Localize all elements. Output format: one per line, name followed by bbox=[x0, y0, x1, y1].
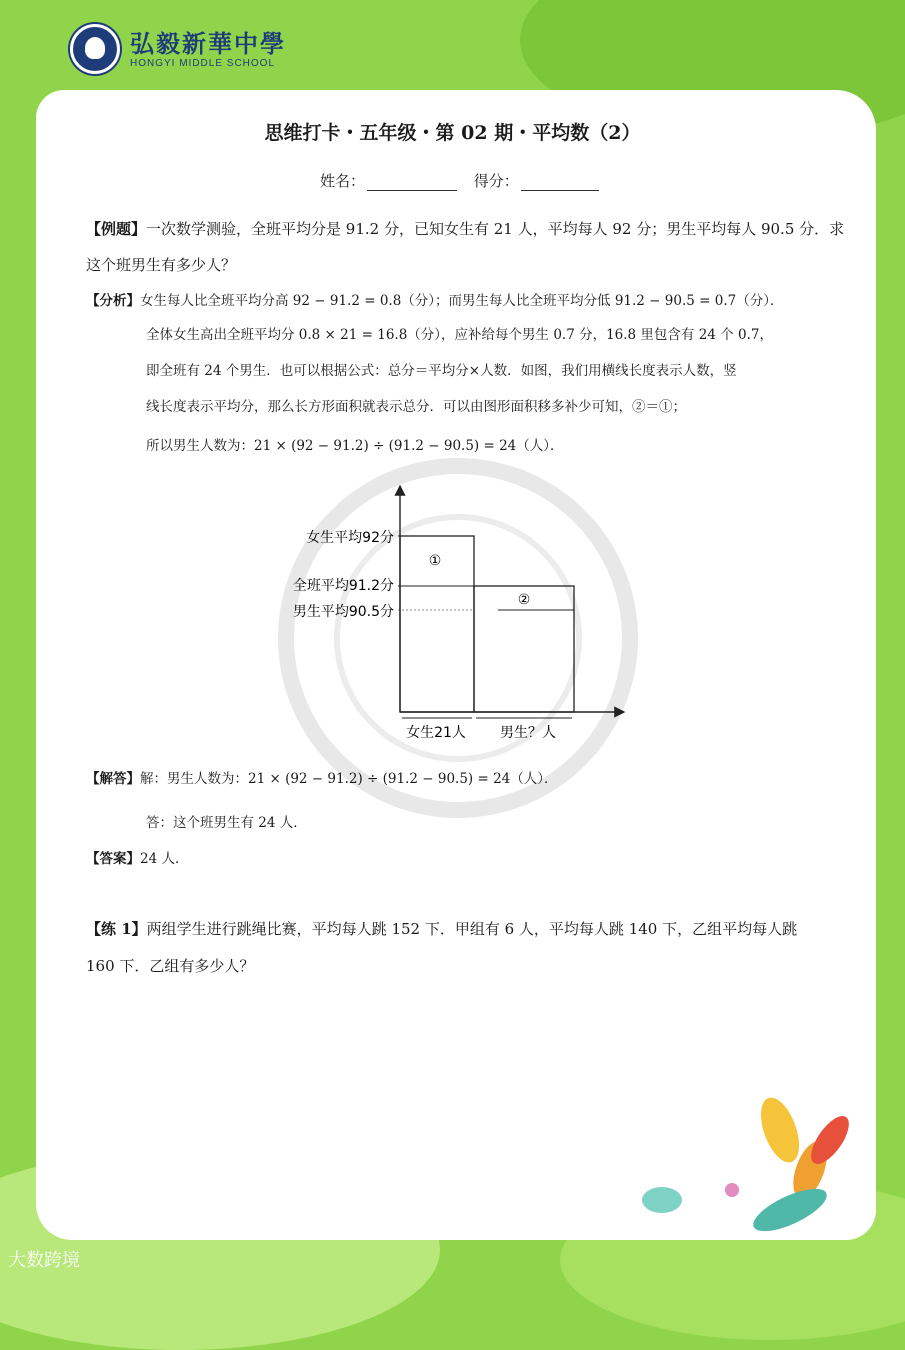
analysis-line-2: 全体女生高出全班平均分 0.8 × 21 = 16.8（分），应补给每个男生 0.7 分，16.8 里包含有 24 个 0.7， bbox=[146, 327, 773, 343]
solution-text: 解：男生人数为：21 × (92 − 91.2) ÷ (91.2 − 90.5) = 24（人）． bbox=[140, 771, 558, 787]
name-label: 姓名： bbox=[320, 172, 366, 190]
label-class-avg: 全班平均91.2分 bbox=[292, 578, 394, 594]
label-boys-avg: 男生平均90.5分 bbox=[292, 604, 394, 620]
school-name-en: HONGYI MIDDLE SCHOOL bbox=[130, 57, 276, 69]
label-girls-avg: 女生平均92分 bbox=[306, 530, 394, 546]
example-tag: 【例题】 bbox=[86, 220, 147, 238]
solution-tag: 【解答】 bbox=[86, 771, 140, 787]
example-text: 一次数学测验，全班平均分是 91.2 分，已知女生有 21 人，平均每人 92 分；男生平均每人 90.5 分．求 bbox=[146, 220, 845, 238]
worksheet-title: 思维打卡・五年级・第 02 期・平均数（2） bbox=[264, 122, 641, 144]
analysis-tag: 【分析】 bbox=[86, 293, 140, 309]
analysis-text: 女生每人比全班平均分高 92 − 91.2 = 0.8（分）；而男生每人比全班平均分低 91.2 − 90.5 = 0.7（分）． bbox=[140, 293, 784, 309]
answer-text: 24 人． bbox=[140, 851, 189, 867]
score-label: 得分： bbox=[473, 172, 519, 190]
label-boys-count: 男生？人 bbox=[500, 725, 556, 741]
example-line-2: 这个班男生有多少人？ bbox=[86, 256, 237, 274]
label-region-2: ② bbox=[517, 592, 531, 608]
label-region-1: ① bbox=[428, 553, 442, 569]
practice-tag: 【练 1】 bbox=[86, 920, 147, 938]
bird-icon bbox=[642, 1187, 682, 1213]
analysis-line-3: 即全班有 24 个男生．也可以根据公式：总分＝平均分×人数．如图，我们用横线长度表示人数，竖 bbox=[146, 363, 737, 379]
analysis-line-4: 线长度表示平均分，那么长方形面积就表示总分．可以由图形面积移多补少可知，②＝①； bbox=[146, 399, 686, 415]
source-watermark: 大数跨境 bbox=[8, 1250, 80, 1270]
bird-icon bbox=[725, 1183, 739, 1197]
solution-line-2: 答：这个班男生有 24 人． bbox=[146, 815, 307, 831]
practice-line-2: 160 下．乙组有多少人？ bbox=[86, 957, 255, 975]
school-name-cn: 弘毅新華中學 bbox=[130, 28, 286, 58]
practice-text: 两组学生进行跳绳比赛，平均每人跳 152 下．甲组有 6 人，平均每人跳 140 下，乙组平均每人跳 bbox=[146, 920, 798, 938]
leaf-icon bbox=[748, 1180, 832, 1239]
analysis-line-5: 所以男生人数为：21 × (92 − 91.2) ÷ (91.2 − 90.5) = 24（人）． bbox=[146, 438, 564, 454]
answer-tag: 【答案】 bbox=[86, 851, 140, 867]
label-girls-count: 女生21人 bbox=[406, 725, 466, 741]
leaf-icon bbox=[753, 1093, 806, 1168]
